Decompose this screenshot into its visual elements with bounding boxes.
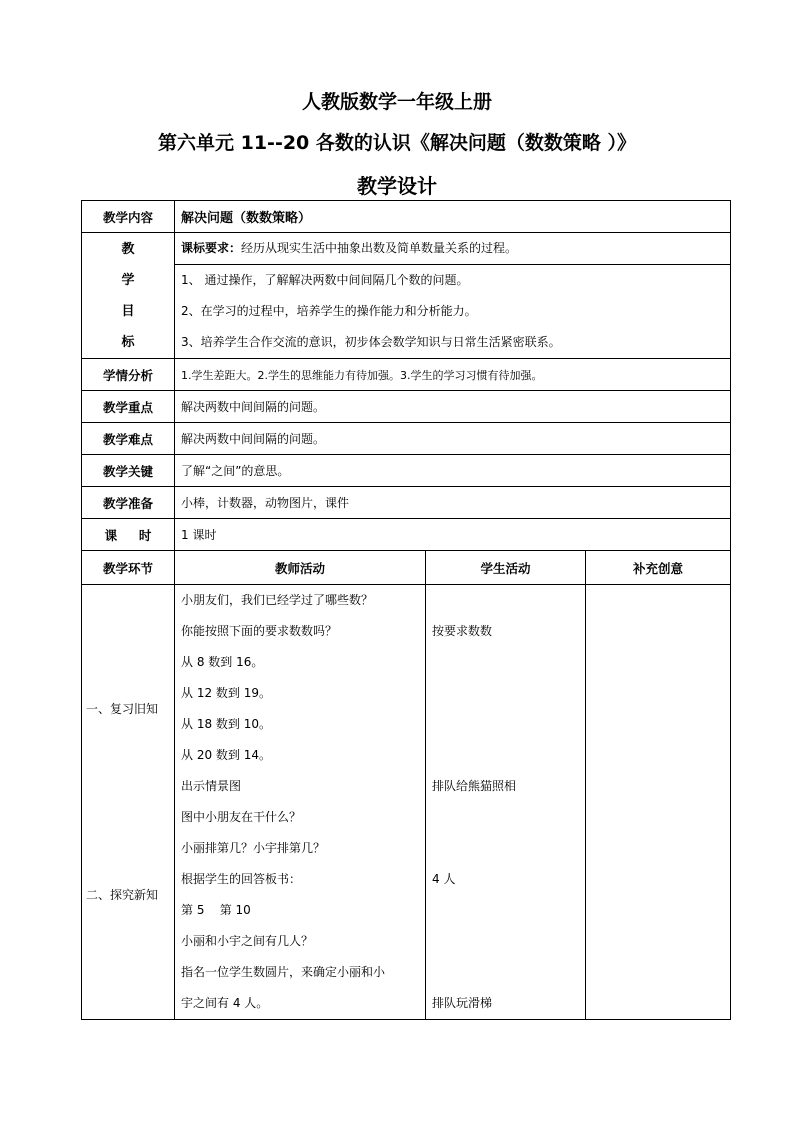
time-row (82, 519, 731, 551)
objectives-char: 标 (121, 334, 135, 350)
teacher-line: 小丽和小宇之间有几人？ (181, 934, 314, 948)
analysis-row (82, 359, 731, 391)
analysis-label: 学情分析 (82, 359, 175, 391)
teacher-line: 从 20 数到 14。 (181, 748, 271, 762)
content-value: 解决问题（数数策略） (175, 201, 731, 233)
objectives-label (82, 233, 175, 359)
extra-ideas-cell (586, 585, 731, 1020)
prep-label: 教学准备 (82, 487, 175, 519)
crux-label: 教学关键 (82, 455, 175, 487)
key-value: 解决两数中间间隔的问题。 (175, 391, 731, 423)
teacher-line: 从 12 数到 19。 (181, 686, 271, 700)
student-line: 排队给熊猫照相 (432, 779, 517, 793)
header-extra: 补充创意 (586, 551, 731, 585)
teacher-line: 小丽排第几？小宇排第几？ (181, 841, 326, 855)
teacher-line: 第 5 第 10 (181, 903, 251, 917)
design-title: 教学设计 (357, 174, 437, 198)
content-label: 教学内容 (82, 201, 175, 233)
crux-value: 了解“之间”的意思。 (175, 455, 731, 487)
difficulty-label: 教学难点 (82, 423, 175, 455)
teacher-activity-cell (175, 585, 426, 1020)
crux-row (82, 455, 731, 487)
objective-item: 1、 通过操作，了解解决两数中间间隔几个数的问题。 (175, 264, 730, 296)
difficulty-row (82, 423, 731, 455)
stage-cell (82, 585, 175, 1020)
teacher-line: 小朋友们，我们已经学过了哪些数？ (181, 593, 374, 607)
teacher-line: 图中小朋友在干什么？ (181, 810, 302, 824)
content-row (82, 201, 731, 233)
teacher-line: 根据学生的回答板书： (181, 872, 302, 886)
objectives-row (82, 233, 731, 359)
analysis-value: 1.学生差距大。2.学生的思维能力有待加强。3.学生的学习习惯有待加强。 (175, 359, 731, 391)
objectives-char: 教 (121, 241, 135, 257)
process-body-row (82, 585, 731, 1020)
student-line: 4 人 (432, 872, 456, 886)
document-title: 人教版数学一年级上册 (301, 91, 492, 113)
stage-label: 一、复习旧知 (86, 701, 159, 716)
teacher-line: 宇之间有 4 人。 (181, 996, 269, 1010)
teacher-line: 从 8 数到 16。 (181, 655, 264, 669)
student-line: 排队玩滑梯 (432, 996, 493, 1010)
objectives-content (175, 233, 731, 359)
prep-row (82, 487, 731, 519)
header-teacher: 教师活动 (175, 551, 426, 585)
prep-value: 小棒，计数器，动物图片，课件 (175, 487, 731, 519)
standard-line (175, 233, 730, 264)
difficulty-value: 解决两数中间间隔的问题。 (175, 423, 731, 455)
standard-label: 课标要求： (181, 241, 242, 255)
time-value: 1 课时 (175, 519, 731, 551)
teacher-line: 你能按照下面的要求数数吗？ (181, 624, 338, 638)
student-line: 按要求数数 (432, 624, 493, 638)
student-activity-cell (426, 585, 586, 1020)
stage-label: 二、探究新知 (86, 887, 159, 902)
objective-item: 2、在学习的过程中，培养学生的操作能力和分析能力。 (181, 304, 477, 318)
time-label: 课 时 (82, 519, 175, 551)
header-stage: 教学环节 (82, 551, 175, 585)
key-row (82, 391, 731, 423)
teacher-line: 从 18 数到 10。 (181, 717, 271, 731)
key-label: 教学重点 (82, 391, 175, 423)
objectives-char: 学 (121, 272, 135, 288)
teacher-line: 出示情景图 (181, 779, 242, 793)
teacher-line: 指名一位学生数圆片，来确定小丽和小 (181, 965, 386, 979)
process-header-row (82, 551, 731, 585)
lesson-plan-table (81, 200, 731, 1020)
standard-text: 经历从现实生活中抽象出数及简单数量关系的过程。 (241, 241, 518, 255)
objective-item: 3、培养学生合作交流的意识，初步体会数学知识与日常生活紧密联系。 (181, 335, 561, 349)
unit-title: 第六单元 11--20 各数的认识《解决问题（数数策略 ）》 (158, 132, 636, 154)
objectives-char: 目 (121, 303, 135, 319)
header-student: 学生活动 (426, 551, 586, 585)
